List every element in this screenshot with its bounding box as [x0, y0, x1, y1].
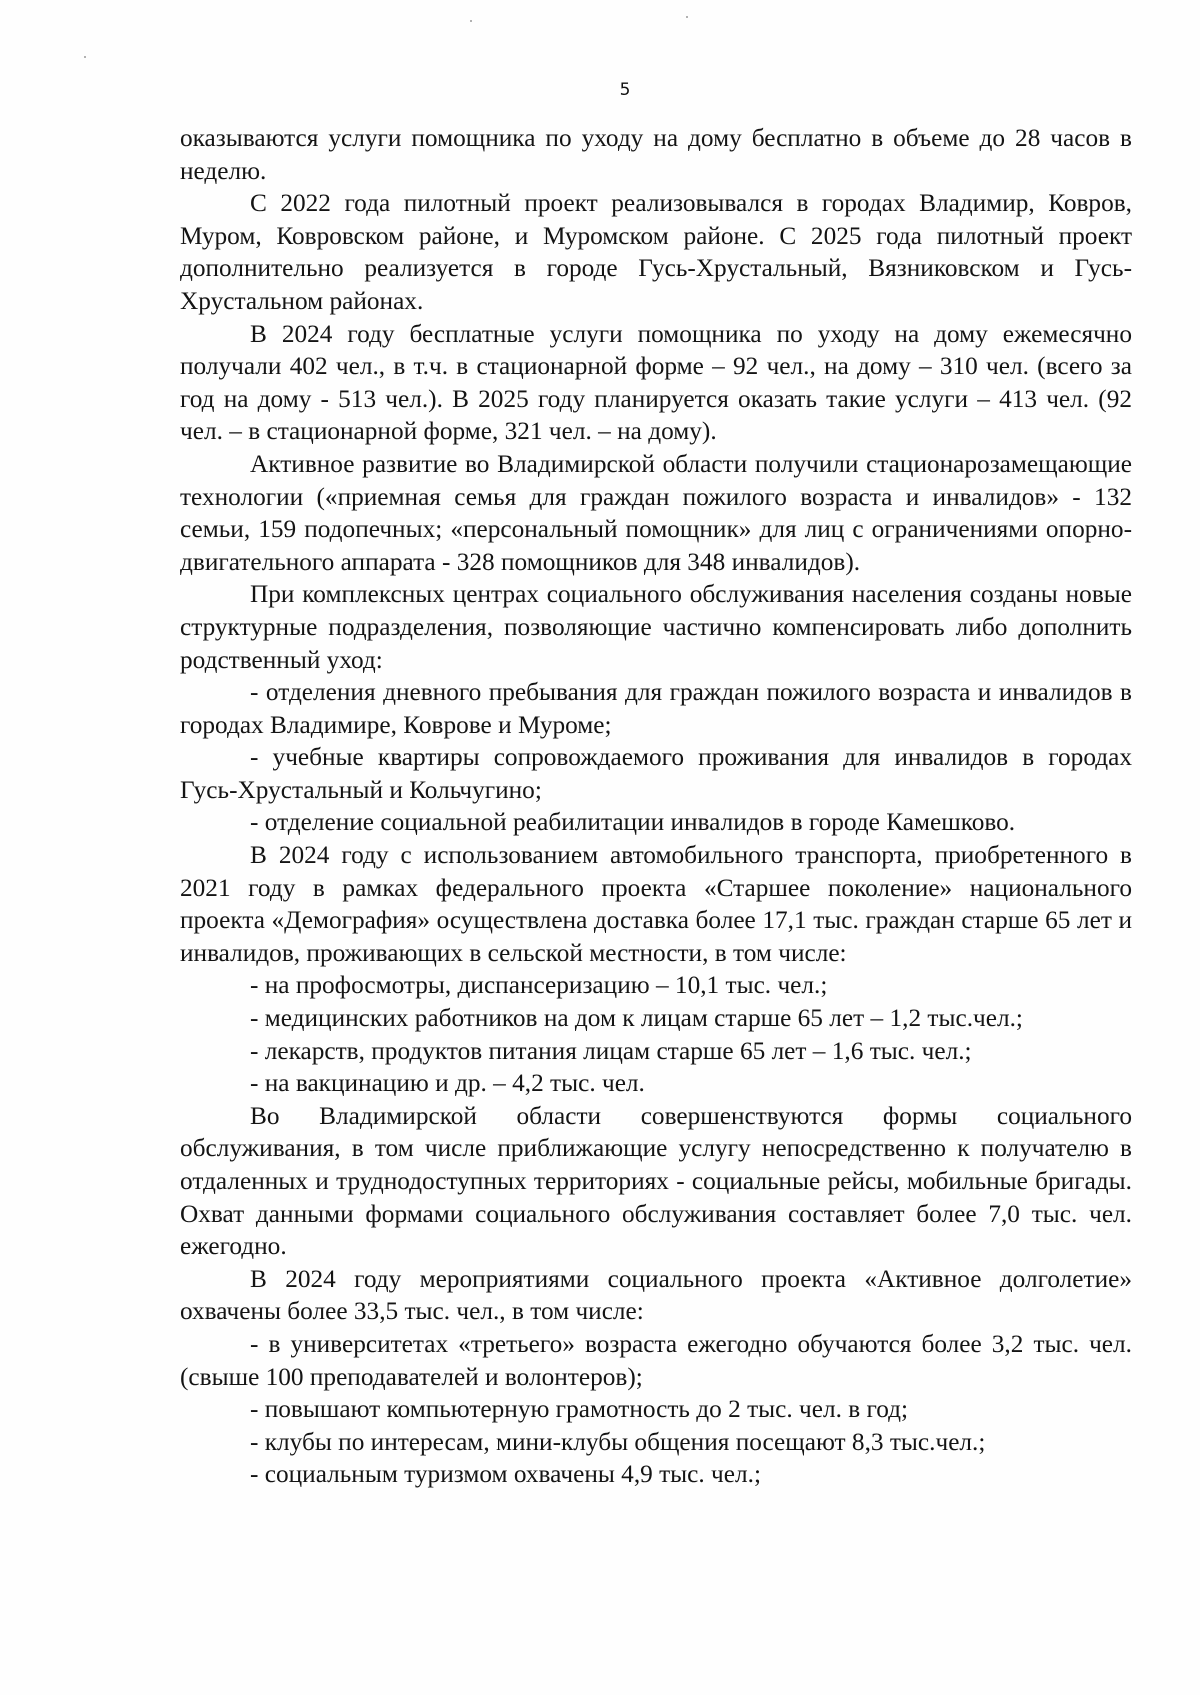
list-item-paragraph: - клубы по интересам, мини-клубы общения посещают 8,3 тыс.чел.; [250, 1427, 986, 1456]
list-item-paragraph: - учебные квартиры сопровождаемого проживания для инвалидов в городах Гусь-Хрустальный и Кольчугино; [180, 743, 1132, 804]
list-item-paragraph: - на вакцинацию и др. – 4,2 тыс. чел. [250, 1069, 645, 1098]
body-paragraph: Во Владимирской области совершенствуются формы социального обслуживания, в том числе приближающие услугу непосредственно к получателю в отдаленных и труднодоступных территориях - социальные рейсы, мобильные бригады. Охват данными формами социального обслуживания составляет более 7,0 тыс. чел. ежегодно. [180, 1101, 1132, 1261]
body-paragraph: В 2024 году мероприятиями социального проекта «Активное долголетие» охвачены более 33,5 тыс. чел., в том числе: [180, 1264, 1132, 1326]
list-item-paragraph: - медицинских работников на дом к лицам старше 65 лет – 1,2 тыс.чел.; [250, 1004, 1023, 1033]
scan-speck [84, 56, 86, 58]
list-item-paragraph: - лекарств, продуктов питания лицам старше 65 лет – 1,6 тыс. чел.; [250, 1036, 972, 1065]
page-number: 5 [619, 80, 631, 100]
document-body [180, 122, 1132, 1491]
body-paragraph: При комплексных центрах социального обслуживания населения созданы новые структурные подразделения, позволяющие частично компенсировать либо дополнить родственный уход: [180, 580, 1132, 674]
body-paragraph: оказываются услуги помощника по уходу на дому бесплатно в объеме до 28 часов в неделю. [180, 124, 1132, 185]
list-item-paragraph: - отделения дневного пребывания для граждан пожилого возраста и инвалидов в городах Владимире, Коврове и Муроме; [180, 678, 1132, 739]
scan-speck [686, 16, 688, 18]
scan-speck [470, 20, 472, 22]
body-paragraph: В 2024 году с использованием автомобильного транспорта, приобретенного в 2021 году в рамках федерального проекта «Старшее поколение» национального проекта «Демография» осуществлена доставка более 17,1 тыс. граждан старше 65 лет и инвалидов, проживающих в сельской местности, в том числе: [180, 841, 1132, 967]
list-item-paragraph: - в университетах «третьего» возраста ежегодно обучаются более 3,2 тыс. чел. (свыше 100 преподавателей и волонтеров); [180, 1329, 1132, 1391]
body-paragraph: С 2022 года пилотный проект реализовывался в городах Владимир, Ковров, Муром, Ковровском районе, и Муромском районе. С 2025 года пилотный проект дополнительно реализуется в городе Гусь-Хрустальный, Вязниковском и Гусь-Хрустальном районах. [180, 189, 1132, 315]
list-item-paragraph: - повышают компьютерную грамотность до 2 тыс. чел. в год; [250, 1395, 909, 1424]
list-item-paragraph: - на профосмотры, диспансеризацию – 10,1 тыс. чел.; [250, 971, 828, 1000]
body-paragraph: В 2024 году бесплатные услуги помощника по уходу на дому ежемесячно получали 402 чел., в т.ч. в стационарной форме – 92 чел., на дому – 310 чел. (всего за год на дому - 513 чел.). В 2025 году планируется оказать такие услуги – 413 чел. (92 чел. – в стационарной форме, 321 чел. – на дому). [180, 319, 1132, 446]
body-paragraph: Активное развитие во Владимирской области получили стационарозамещающие технологии («приемная семья для граждан пожилого возраста и инвалидов» - 132 семьи, 159 подопечных; «персональный помощник» для лиц с ограничениями опорно-двигательного аппарата - 328 помощников для 348 инвалидов). [180, 449, 1132, 576]
list-item-paragraph: - социальным туризмом охвачены 4,9 тыс. чел.; [250, 1460, 761, 1489]
list-item-paragraph: - отделение социальной реабилитации инвалидов в городе Камешково. [250, 808, 1016, 837]
